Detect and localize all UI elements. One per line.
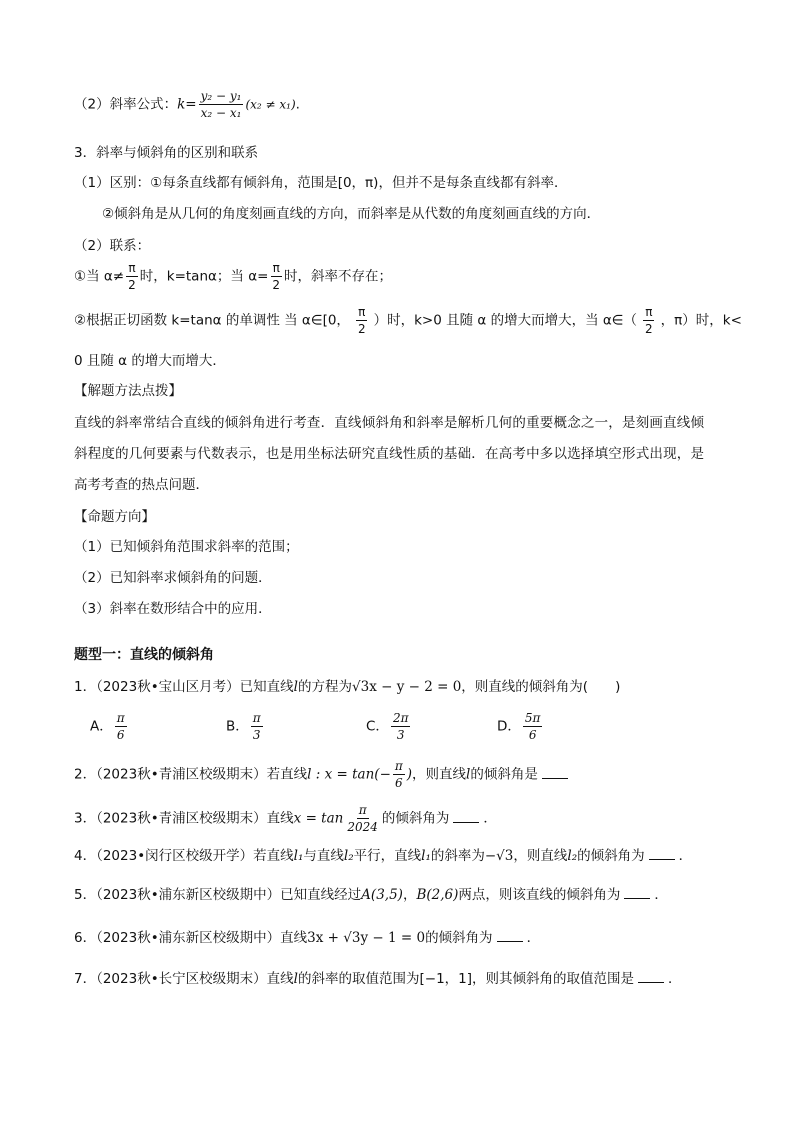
direction-title: 【命题方向】 <box>74 509 155 525</box>
link2-text-c: ，π）时，k< <box>660 312 742 329</box>
method-text-2: 斜程度的几何要素与代数表示，也是用坐标法研究直线性质的基础．在高考中多以选择填空形式出现，是 <box>74 446 705 462</box>
slope-fraction <box>199 90 244 119</box>
link1-text-b: 时，k=tanα；当 α= <box>139 268 269 285</box>
q4-slope: −√3 <box>484 848 514 864</box>
q3-equation: x = tan <box>293 810 344 827</box>
point-b: B(2,6) <box>416 887 459 903</box>
pi-over-2-fraction: $\frac{\pi}{2}$ <box>272 261 281 292</box>
link1-text-a: ①当 α≠ <box>74 268 125 285</box>
method-text-3: 高考考查的热点问题． <box>74 477 209 493</box>
slope-numerator: y₂ − y₁ <box>200 89 242 103</box>
q2-equation: l : x = tan(− <box>307 766 391 783</box>
link-item-2 <box>74 306 742 335</box>
slope-denominator: x₂ − x₁ <box>200 106 242 120</box>
q6-equation: 3x + √3y − 1 = 0 <box>307 930 426 946</box>
answer-blank[interactable] <box>624 886 650 899</box>
q1-option-a[interactable]: A． $\frac{\pi}{6}$ <box>90 711 125 742</box>
method-text-1: 直线的斜率常结合直线的倾斜角进行考查．直线倾斜角和斜率是解析几何的重要概念之一，是刻画直线倾 <box>74 415 705 431</box>
link-title: （2）联系： <box>74 238 151 254</box>
question-1: 1．（2023秋•宝山区月考）已知直线l的方程为√3x − y − 2 = 0，则直线的倾斜角为( ) <box>74 679 621 695</box>
topic-title: 题型一：直线的倾斜角 <box>74 647 214 663</box>
link-item-1 <box>74 262 392 291</box>
question-4: 4．（2023•闵行区校级开学）若直线l₁与直线l₂平行，直线l₁的斜率为−√3，则直线l₂的倾斜角为 ． <box>74 848 693 864</box>
pi-over-2-fraction: $\frac{\pi}{2}$ <box>645 305 653 336</box>
link2-text-b: ）时，k>0 且随 α 的增大而增大，当 α∈（ <box>373 312 638 329</box>
direction-item-2: （2）已知斜率求倾斜角的问题． <box>74 570 272 586</box>
difference-line-2: ②倾斜角是从几何的角度刻画直线的方向，而斜率是从代数的角度刻画直线的方向． <box>102 206 601 222</box>
answer-blank[interactable] <box>542 766 568 779</box>
q1-option-d[interactable]: D． $\frac{5\pi}{6}$ <box>497 711 541 742</box>
slope-formula-line <box>74 90 300 119</box>
section3-title: 3．斜率与倾斜角的区别和联系 <box>74 145 259 161</box>
direction-item-3: （3）斜率在数形结合中的应用． <box>74 601 272 617</box>
answer-blank[interactable] <box>497 929 523 942</box>
answer-blank[interactable] <box>453 810 479 823</box>
q1-option-c[interactable]: C． $\frac{2\pi}{3}$ <box>366 711 409 742</box>
answer-blank[interactable] <box>638 970 664 983</box>
method-title: 【解题方法点拨】 <box>74 383 182 399</box>
pi-over-2-fraction: $\frac{\pi}{2}$ <box>128 261 136 292</box>
q1-option-b[interactable]: B． $\frac{\pi}{3}$ <box>226 711 261 742</box>
question-5: 5．（2023秋•浦东新区校级期中）已知直线经过A(3,5)，B(2,6)两点，则该直线的倾斜角为 ． <box>74 887 668 903</box>
slope-k-eq: k= <box>177 96 197 113</box>
link2-continued: 0 且随 α 的增大而增大． <box>74 353 226 369</box>
link1-text-c: 时，斜率不存在； <box>284 268 393 285</box>
link2-text-a: ②根据正切函数 k=tanα 的单调性 当 α∈[0， <box>74 312 350 329</box>
answer-blank[interactable] <box>649 847 675 860</box>
point-a: A(3,5) <box>361 887 403 903</box>
slope-condition: (x₂ ≠ x₁) <box>245 97 296 112</box>
slope-formula-prefix: （2）斜率公式： <box>74 96 178 113</box>
question-6: 6．（2023秋•浦东新区校级期中）直线3x + √3y − 1 = 0的倾斜角为 ． <box>74 930 541 946</box>
slope-formula-end: . <box>295 96 300 113</box>
q1-equation: √3x − y − 2 = 0 <box>352 679 462 695</box>
direction-item-1: （1）已知倾斜角范围求斜率的范围； <box>74 539 299 555</box>
pi-over-2-fraction: $\frac{\pi}{2}$ <box>357 305 366 336</box>
question-3: 3．（2023秋•青浦区校级期末）直线x = tan $\frac{\pi}{2024}$ 的倾斜角为 ． <box>74 803 497 834</box>
question-7: 7．（2023秋•长宁区校级期末）直线l的斜率的取值范围为[−1，1]，则其倾斜角的取值范围是 ． <box>74 971 682 987</box>
difference-line-1: （1）区别：①每条直线都有倾斜角，范围是[0，π)，但并不是每条直线都有斜率． <box>74 175 568 191</box>
question-2: 2．（2023秋•青浦区校级期末）若直线l : x = tan(− $\frac{\pi}{6}$ )，则直线l的倾斜角是 <box>74 760 572 789</box>
